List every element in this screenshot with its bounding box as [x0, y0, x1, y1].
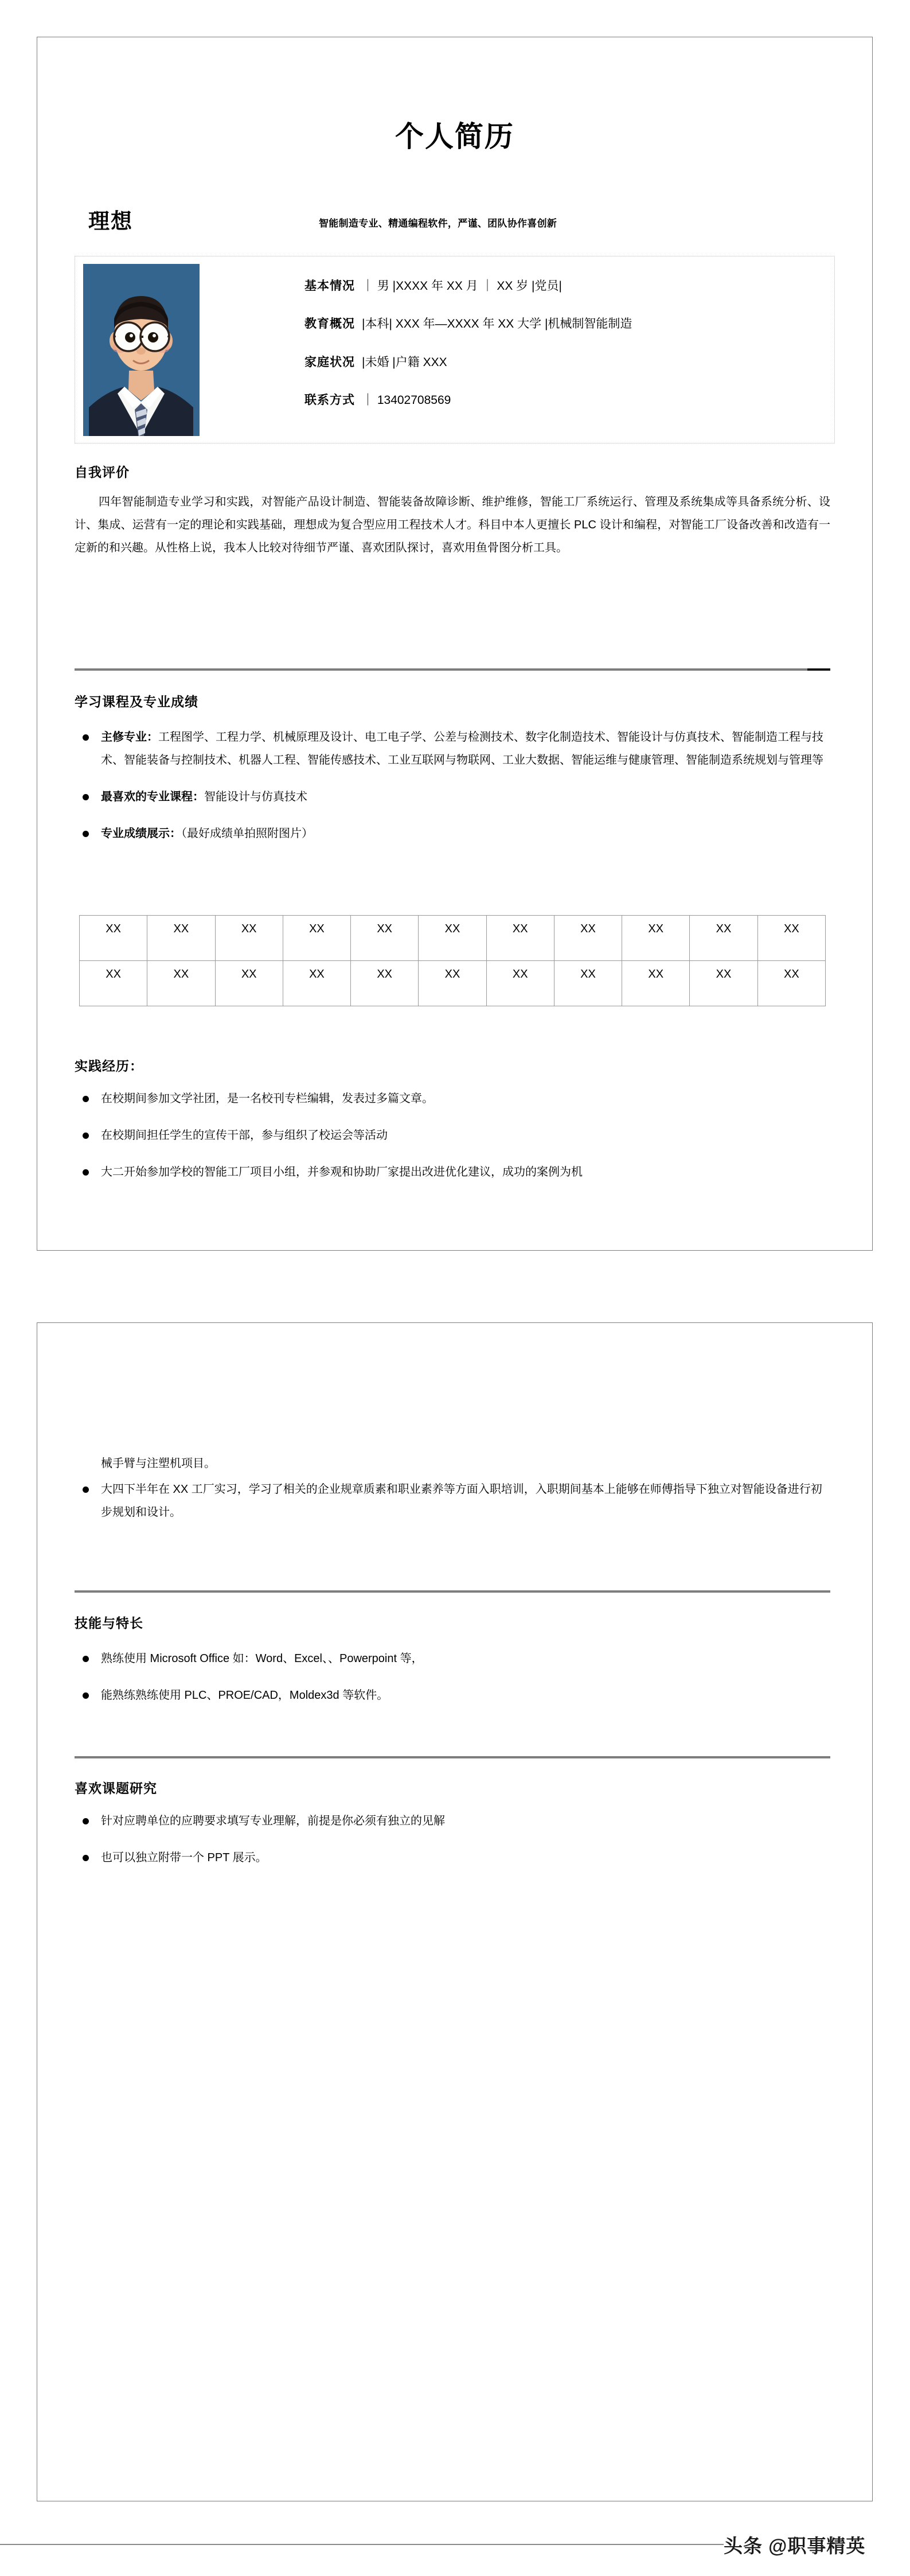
grades-table-wrapper [79, 915, 826, 1006]
section-heading-topics: 喜欢课题研究 [75, 1781, 157, 1796]
table-cell: XX [690, 916, 757, 961]
tagline: 智能制造专业、精通编程软件，严谨、团队协作喜创新 [319, 218, 557, 229]
table-cell: XX [554, 961, 622, 1006]
info-list [304, 278, 823, 408]
list-item: 针对应聘单位的应聘要求填写专业理解，前提是你必须有独立的见解 [75, 1810, 830, 1832]
table-cell: XX [215, 916, 283, 961]
info-label-contact: 联系方式 [304, 394, 355, 407]
table-cell: XX [554, 916, 622, 961]
table-cell: XX [419, 961, 486, 1006]
list-item: 大二开始参加学校的智能工厂项目小组，并参观和协助厂家提出改进优化建议，成功的案例为机 [75, 1161, 830, 1184]
table-cell: XX [757, 961, 825, 1006]
practice-list [75, 1087, 830, 1184]
info-value-basic: ｜ 男 |XXXX 年 XX 月 ｜ XX 岁 |党员| [362, 279, 562, 293]
list-item: 在校期间担任学生的宣传干部，参与组织了校运会等活动 [75, 1124, 830, 1147]
info-value-contact: ｜ 13402708569 [362, 394, 451, 407]
list-item: 能熟练熟练使用 PLC、PROE/CAD，Moldex3d 等软件。 [75, 1684, 830, 1707]
name-row [72, 204, 837, 232]
table-cell: XX [757, 916, 825, 961]
watermark-text: 头条 @职事精英 [724, 2535, 866, 2556]
table-cell: XX [622, 961, 690, 1006]
table-cell: XX [283, 961, 350, 1006]
table-cell: XX [486, 961, 554, 1006]
basic-info-box [75, 256, 835, 443]
table-cell: XX [283, 916, 350, 961]
section-heading-courses: 学习课程及专业成绩 [75, 694, 198, 709]
section-heading-self-evaluation: 自我评价 [75, 465, 130, 480]
table-cell: XX [622, 916, 690, 961]
list-item [75, 822, 830, 845]
course-item-text-favorite: 智能设计与仿真技术 [204, 791, 307, 803]
grades-table [79, 915, 826, 1006]
list-item: 大四下半年在 XX 工厂实习，学习了相关的企业规章质素和职业素养等方面入职培训，入职期间基本上能够在师傅指导下独立对智能设备进行初步规划和设计。 [75, 1478, 830, 1524]
table-cell: XX [351, 961, 419, 1006]
course-item-label-grades: 专业成绩展示： [101, 827, 181, 840]
practice-continued-line: 械手臂与注塑机项目。 [101, 1457, 216, 1470]
table-cell: XX [147, 916, 215, 961]
avatar [83, 264, 200, 436]
divider-skills [75, 1590, 830, 1593]
list-item: 熟练使用 Microsoft Office 如：Word、Excel、、Powerpoint 等， [75, 1647, 830, 1670]
table-row [80, 916, 826, 961]
info-row-family [304, 355, 823, 371]
self-evaluation-paragraph: 四年智能制造专业学习和实践，对智能产品设计制造、智能装备故障诊断、维护维修，智能工厂系统运行、管理及系统集成等具备系统分析、设计、集成、运营有一定的理论和实践基础，理想成为复合型应用工程技术人才。科目中本人更擅长 PLC 设计和编程，对智能工厂设备改善和改造有一定新的和兴趣。从性格上说，我本人比较对待细节严谨、喜欢团队探讨，喜欢用鱼骨图分析工具。 [75, 496, 830, 554]
table-cell: XX [486, 916, 554, 961]
resume-page-2 [37, 1322, 873, 2501]
info-row-contact [304, 392, 823, 408]
divider-accent [807, 668, 830, 671]
info-value-family: |未婚 |户籍 XXX [362, 355, 447, 369]
list-item: 也可以独立附带一个 PPT 展示。 [75, 1846, 830, 1869]
list-item [75, 785, 830, 808]
watermark-footer [0, 2531, 910, 2554]
topics-list [75, 1810, 830, 1869]
divider-topics [75, 1756, 830, 1758]
course-item-label-major: 主修专业： [101, 731, 158, 744]
practice-list-continued [75, 1478, 830, 1524]
table-cell: XX [147, 961, 215, 1006]
resume-page-1 [37, 37, 873, 1251]
table-cell: XX [80, 961, 147, 1006]
info-label-education: 教育概况 [304, 317, 355, 331]
courses-list [75, 726, 830, 845]
info-label-family: 家庭状况 [304, 355, 355, 369]
table-cell: XX [351, 916, 419, 961]
section-heading-practice: 实践经历： [75, 1059, 143, 1073]
table-cell: XX [690, 961, 757, 1006]
info-value-education: |本科| XXX 年—XXXX 年 XX 大学 |机械制智能制造 [362, 317, 632, 331]
course-item-text-grades: （最好成绩单拍照附图片） [181, 827, 313, 840]
info-row-education [304, 316, 823, 332]
course-item-label-favorite: 最喜欢的专业课程： [101, 791, 204, 803]
watermark-rule [0, 2544, 724, 2545]
person-name: 理想 [88, 209, 133, 233]
course-item-text-major: 工程图学、工程力学、机械原理及设计、电工电子学、公差与检测技术、数字化制造技术、智能设计与仿真技术、智能制造工程与技术、智能装备与控制技术、机器人工程、智能传感技术、工业互联网与物联网、工业大数据、智能运维与健康管理、智能制造系统规划与管理等 [101, 731, 823, 766]
divider-courses [75, 668, 830, 671]
info-row-basic [304, 278, 823, 294]
list-item [75, 726, 830, 772]
table-cell: XX [80, 916, 147, 961]
table-cell: XX [419, 916, 486, 961]
list-item: 在校期间参加文学社团，是一名校刊专栏编辑，发表过多篇文章。 [75, 1087, 830, 1110]
skills-list [75, 1647, 830, 1707]
page-title: 个人简历 [395, 120, 514, 153]
section-heading-skills: 技能与特长 [75, 1616, 143, 1631]
info-label-basic: 基本情况 [304, 279, 355, 293]
table-row [80, 961, 826, 1006]
table-cell: XX [215, 961, 283, 1006]
